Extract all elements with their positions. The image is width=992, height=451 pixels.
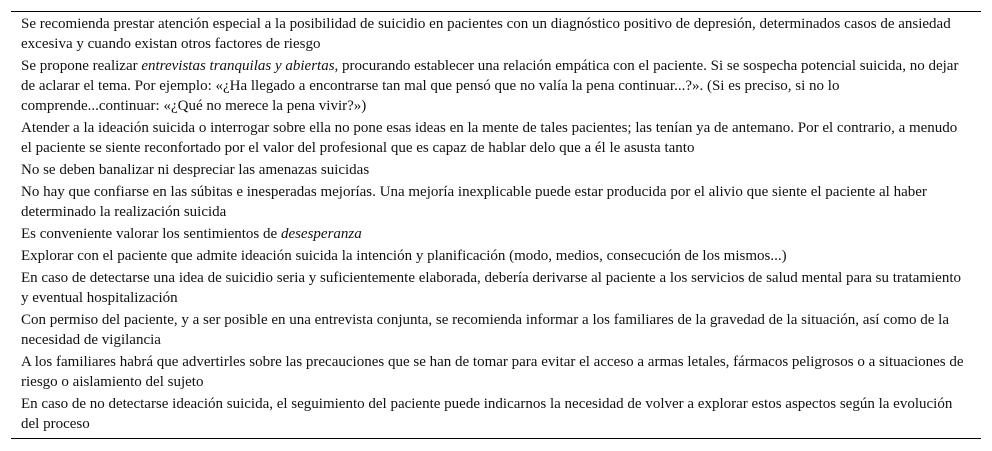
row-text: Atender a la ideación suicida o interrogar sobre ella no pone esas ideas en la mente de tales pacientes; las tenían ya de antemano. Por el contrario, a menudo el paciente se siente reconfortado por el valor del profesional que es capaz de hablar delo que a él le asusta tanto [21, 120, 958, 156]
row-text: Con permiso del paciente, y a ser posible en una entrevista conjunta, se recomienda informar a los familiares de la gravedad de la situación, así como de la necesidad de vigilancia [21, 312, 950, 348]
table-row-4 [11, 160, 981, 182]
row-text: En caso de detectarse una idea de suicidio seria y suficientemente elaborada, debería derivarse al paciente a los servicios de salud mental para su tratamiento y eventual hospitalización [21, 270, 962, 306]
row-text: Explorar con el paciente que admite ideación suicida la intención y planificación (modo, medios, consecución de los mismos...) [21, 248, 787, 264]
table-row-10 [11, 352, 981, 394]
table-row-7 [11, 246, 981, 268]
row-text-cont: , procurando establecer una relación empática con el paciente. Si se sospecha potencial suicida, no dejar de aclarar el tema. Por ejemplo: «¿Ha llegado a encontrarse tan mal que pensó que no valía la pena continuar...?». (Si es preciso, si no lo comprende...continuar: «¿Qué no merece la pena vivir?») [21, 58, 959, 114]
row-text: Es conveniente valorar los sentimientos de [21, 226, 281, 242]
recommendations-table [11, 11, 981, 439]
row-text: No hay que confiarse en las súbitas e inesperadas mejorías. Una mejoría inexplicable puede estar producida por el alivio que siente el paciente al haber determinado la realización suicida [21, 184, 927, 220]
table-row-1 [11, 14, 981, 56]
row-italic-text: entrevistas tranquilas y abiertas [141, 58, 335, 74]
row-text: A los familiares habrá que advertirles sobre las precauciones que se han de tomar para evitar el acceso a armas letales, fármacos peligrosos o a situaciones de riesgo o aislamiento del sujeto [21, 354, 964, 390]
table-row-2 [11, 56, 981, 118]
row-text: No se deben banalizar ni despreciar las amenazas suicidas [21, 162, 370, 178]
table-row-9 [11, 310, 981, 352]
row-text: En caso de no detectarse ideación suicida, el seguimiento del paciente puede indicarnos la necesidad de volver a explorar estos aspectos según la evolución del proceso [21, 396, 953, 432]
table-row-5 [11, 182, 981, 224]
row-text: Se propone realizar [21, 58, 142, 74]
row-text: Se recomienda prestar atención especial a la posibilidad de suicidio en pacientes con un diagnóstico positivo de depresión, determinados casos de ansiedad excesiva y cuando existan otros factores de riesgo [21, 16, 951, 52]
table-row-8 [11, 268, 981, 310]
table-row-6 [11, 224, 981, 246]
row-italic-text: desesperanza [280, 226, 362, 242]
table-row-11 [11, 394, 981, 436]
table-row-3 [11, 118, 981, 160]
